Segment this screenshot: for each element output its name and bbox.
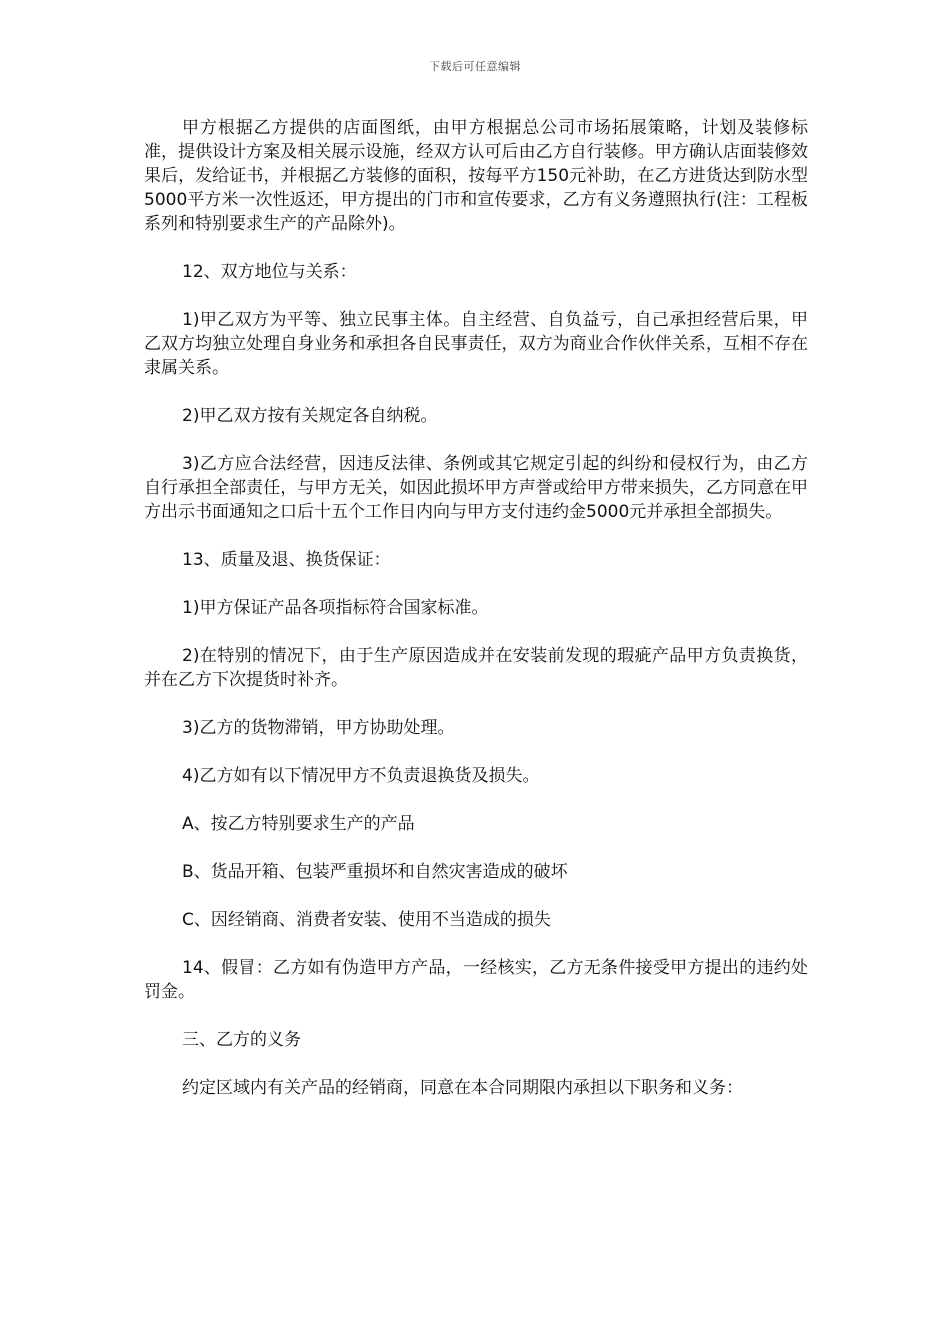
paragraph-13-4: 4)乙方如有以下情况甲方不负责退换货及损失。 xyxy=(182,766,540,786)
paragraph-obligations-intro: 约定区域内有关产品的经销商，同意在本合同期限内承担以下职务和义务： xyxy=(182,1078,743,1098)
paragraph-12-2: 2)甲乙双方按有关规定各自纳税。 xyxy=(182,406,438,426)
paragraph-12-3: 3)乙方应合法经营，因违反法律、条例或其它规定引起的纠纷和侵权行为，由乙方自行承担全部责任，与甲方无关，如因此损坏甲方声誉或给甲方带来损失，乙方同意在甲方出示书面通知之口后十五个工作日内向与甲方支付违约金5000元并承担全部损失。 xyxy=(144,454,808,522)
heading-section-3-obligations: 三、乙方的义务 xyxy=(182,1030,301,1050)
paragraph-13-1: 1)甲方保证产品各项指标符合国家标准。 xyxy=(182,598,489,618)
list-item-b: B、货品开箱、包装严重损坏和自然灾害造成的破坏 xyxy=(182,862,568,882)
list-item-c: C、因经销商、消费者安装、使用不当造成的损失 xyxy=(182,910,551,930)
paragraph-13-2: 2)在特别的情况下，由于生产原因造成并在安装前发现的瑕疵产品甲方负责换货，并在乙方下次提货时补齐。 xyxy=(144,646,808,690)
paragraph-13-3: 3)乙方的货物滞销，甲方协助处理。 xyxy=(182,718,455,738)
paragraph-renovation: 甲方根据乙方提供的店面图纸，由甲方根据总公司市场拓展策略，计划及装修标准，提供设计方案及相关展示设施，经双方认可后由乙方自行装修。甲方确认店面装修效果后，发给证书，并根据乙方装修的面积，按每平方150元补助，在乙方进货达到防水型5000平方米一次性返还，甲方提出的门市和宣传要求，乙方有义务遵照执行(注：工程板系列和特别要求生产的产品除外)。 xyxy=(144,118,808,234)
paragraph-12-1: 1)甲乙双方为平等、独立民事主体。自主经营、自负益亏，自己承担经营后果，甲乙双方均独立处理自身业务和承担各自民事责任，双方为商业合作伙伴关系，互相不存在隶属关系。 xyxy=(144,310,808,378)
paragraph-14-counterfeit: 14、假冒：乙方如有伪造甲方产品，一经核实，乙方无条件接受甲方提出的违约处罚金。 xyxy=(144,958,808,1002)
heading-13-quality-returns: 13、质量及退、换货保证： xyxy=(182,550,391,570)
heading-12-status-relationship: 12、双方地位与关系： xyxy=(182,262,357,282)
header-note: 下载后可任意编辑 xyxy=(429,60,521,73)
document-body xyxy=(144,116,808,1124)
list-item-a: A、按乙方特别要求生产的产品 xyxy=(182,814,415,834)
